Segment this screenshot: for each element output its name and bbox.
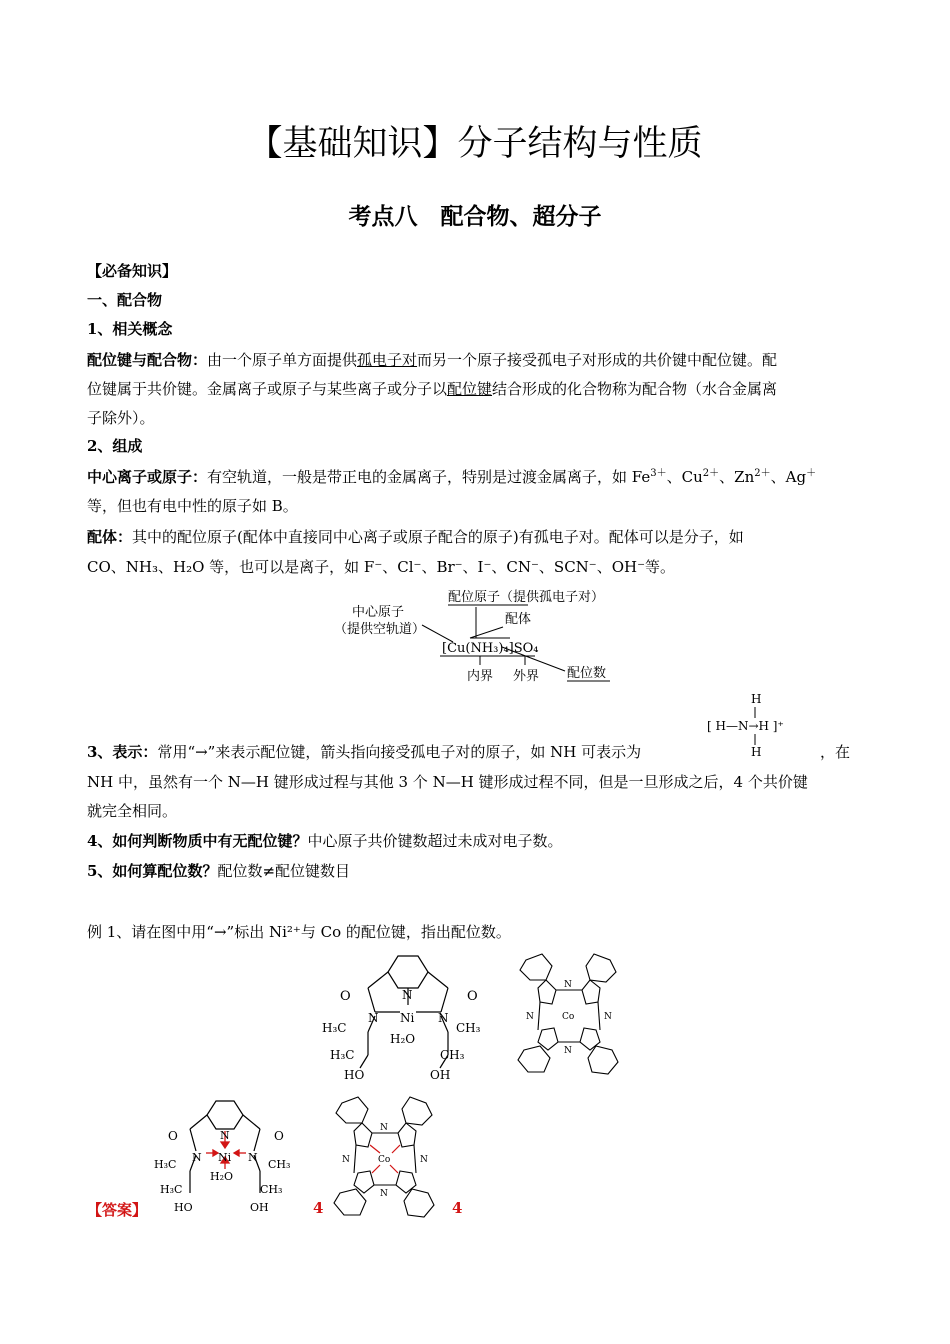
text: 、Ag	[770, 468, 807, 486]
atom-n: N	[342, 1155, 350, 1165]
ammonium-row: [ H—N→H ]⁺	[707, 719, 784, 733]
methyl: H₃C	[330, 1048, 355, 1062]
text: 有空轨道，一般是带正电的金属离子，特别是过渡金属离子，如 Fe	[207, 468, 651, 486]
methyl: H₃C	[154, 1158, 177, 1171]
benzene-ring	[518, 1046, 550, 1072]
benzene-ring	[586, 954, 616, 982]
benzene-ring	[336, 1097, 368, 1123]
bond	[428, 972, 448, 988]
section-heading: 【必备知识】	[87, 262, 178, 280]
coord-arrow	[370, 1145, 380, 1153]
coord-arrow	[372, 1165, 380, 1173]
underlined-term: 孤电子对	[357, 351, 418, 369]
atom-n: N	[526, 1012, 534, 1022]
hydroxyl: HO	[344, 1068, 365, 1082]
paragraph-line	[87, 375, 863, 404]
water-ligand: H₂O	[210, 1170, 234, 1183]
term-label: 中心离子或原子：	[87, 468, 208, 486]
term-label: 5、如何算配位数？	[87, 862, 218, 880]
paragraph-line: 就完全相同。	[87, 802, 178, 820]
bond	[243, 1115, 260, 1129]
atom-o: O	[340, 989, 351, 1004]
atom-n: N	[380, 1189, 388, 1199]
paragraph-central-ion	[87, 463, 863, 492]
label-inner: 内界	[467, 669, 494, 684]
pyrrole-ring	[354, 1123, 372, 1147]
bond	[190, 1129, 196, 1151]
bond	[368, 988, 375, 1012]
pyrrole-ring	[398, 1123, 416, 1147]
benzene-ring	[334, 1189, 366, 1215]
paragraph-line: NH 中，虽然有一个 N—H 键形成过程与其他 3 个 N—H 键形成过程不同，但是一旦形成之后，4 个共价键	[87, 773, 808, 791]
methyl: CH₃	[268, 1158, 291, 1171]
label-coord-number: 配位数	[567, 666, 607, 681]
paragraph-line: 子除外）。	[87, 409, 155, 427]
methyl: H₃C	[322, 1021, 347, 1035]
heading-concepts: 1、相关概念	[87, 320, 173, 338]
h-bottom: H	[751, 745, 762, 759]
pointer-line	[470, 627, 503, 638]
answer-label: 【答案】	[87, 1201, 148, 1219]
atom-co: Co	[562, 1012, 575, 1022]
bond	[190, 1115, 207, 1129]
label-ligand: 配体	[505, 612, 532, 627]
atom-n: N	[220, 1129, 230, 1142]
page-subtitle: 考点八 配合物、超分子	[348, 204, 602, 230]
text: 配位数≠配位键数目	[217, 862, 351, 880]
arrow-head	[234, 1150, 239, 1156]
example-question: 例 1、请在图中用“→”标出 Ni²⁺与 Co 的配位键，指出配位数。	[87, 923, 511, 941]
term-label: 配体：	[87, 528, 133, 546]
atom-n: N	[368, 1011, 379, 1025]
bond	[538, 1002, 540, 1030]
page-title: 【基础知识】分子结构与性质	[247, 124, 703, 164]
ni-complex-answer	[150, 1095, 310, 1220]
pyridine-ring	[207, 1101, 243, 1129]
text: 由一个原子单方面提供	[207, 351, 358, 369]
atom-n: N	[192, 1151, 202, 1164]
bond	[360, 1055, 368, 1068]
bond	[254, 1129, 260, 1151]
charge: 3＋	[650, 468, 667, 479]
text: 而另一个原子接受孤电子对形成的共价键中配位键。配	[417, 351, 778, 369]
answer-co-coordination: 4	[452, 1199, 463, 1217]
charge: 2＋	[702, 468, 720, 479]
methyl: H₃C	[160, 1183, 183, 1196]
pyridine-ring	[388, 956, 428, 988]
bond	[354, 1145, 356, 1173]
hydroxyl: OH	[430, 1068, 451, 1082]
co-phthalocyanine-answer	[328, 1093, 450, 1223]
bond	[414, 1145, 416, 1173]
arrow-head	[221, 1142, 229, 1148]
atom-n: N	[438, 1011, 449, 1025]
charge: ＋	[806, 468, 817, 479]
text: 、Cu	[666, 468, 703, 486]
heading-complexes: 一、配合物	[87, 291, 163, 309]
methyl: CH₃	[440, 1048, 465, 1062]
benzene-ring	[404, 1189, 434, 1217]
paragraph-representation	[87, 738, 707, 767]
complex-structure-diagram	[330, 585, 620, 690]
atom-ni: Ni	[400, 1011, 415, 1025]
term-label: 配位键与配合物：	[87, 351, 208, 369]
benzene-ring	[402, 1097, 432, 1125]
paragraph-ligand	[87, 523, 863, 552]
atom-n: N	[248, 1151, 258, 1164]
co-phthalocyanine-structure	[512, 950, 632, 1080]
hydroxyl: HO	[174, 1201, 193, 1214]
pointer-line	[422, 625, 453, 642]
pyrrole-ring	[582, 980, 600, 1004]
bond	[441, 988, 448, 1012]
atom-n: N	[380, 1123, 388, 1133]
heading-composition: 2、组成	[87, 437, 143, 455]
benzene-ring	[588, 1046, 618, 1074]
text: 中心原子共价键数超过未成对电子数。	[307, 832, 563, 850]
methyl: CH₃	[260, 1183, 283, 1196]
atom-n: N	[402, 988, 413, 1002]
bond	[598, 1002, 600, 1030]
formula: [Cu(NH₃)₄]SO₄	[442, 641, 539, 656]
benzene-ring	[520, 954, 552, 980]
atom-o: O	[168, 1129, 178, 1143]
charge: 2＋	[754, 468, 771, 479]
pyrrole-ring	[538, 980, 556, 1004]
label-center-atom: 中心原子	[352, 605, 405, 620]
atom-n: N	[604, 1012, 612, 1022]
term-label: 3、表示：	[87, 743, 158, 761]
text: 位键属于共价键。金属离子或原子与某些离子或分子以	[87, 380, 448, 398]
label-coord-atom: 配位原子（提供孤电子对）	[448, 590, 605, 605]
atom-co: Co	[378, 1155, 391, 1165]
atom-o: O	[467, 989, 478, 1004]
atom-o: O	[274, 1129, 284, 1143]
coord-arrow	[390, 1165, 398, 1173]
paragraph-line: CO、NH₃、H₂O 等，也可以是离子，如 F⁻、Cl⁻、Br⁻、I⁻、CN⁻、SCN⁻、OH⁻等。	[87, 558, 676, 576]
label-center-note: （提供空轨道）	[334, 622, 426, 637]
atom-n: N	[564, 980, 572, 990]
hydroxyl: OH	[250, 1201, 269, 1214]
text: 常用“→”来表示配位键，箭头指向接受孤电子对的原子，如 NH 可表示为	[157, 743, 642, 761]
answer-ni-coordination: 4	[313, 1199, 324, 1217]
paragraph-line: 等，但也有电中性的原子如 B。	[87, 497, 298, 515]
paragraph-count	[87, 857, 863, 886]
atom-n: N	[420, 1155, 428, 1165]
bond	[368, 972, 388, 988]
underlined-term: 配位键	[447, 380, 493, 398]
methyl: CH₃	[456, 1021, 481, 1035]
paragraph-judge	[87, 827, 863, 856]
text: 其中的配位原子(配体中直接同中心离子或原子配合的原子)有孤电子对。配体可以是分子，如	[132, 528, 744, 546]
atom-n: N	[564, 1046, 572, 1056]
paragraph-coordination-bond	[87, 346, 863, 375]
water-ligand: H₂O	[390, 1032, 416, 1046]
ni-complex-structure	[320, 950, 490, 1085]
text: 结合形成的化合物称为配合物（水合金属离	[492, 380, 778, 398]
h-top: H	[751, 692, 762, 706]
text: 、Zn	[719, 468, 755, 486]
atom-ni: Ni	[218, 1151, 232, 1164]
term-label: 4、如何判断物质中有无配位键？	[87, 832, 308, 850]
paragraph-line: ，在	[820, 743, 851, 761]
label-outer: 外界	[513, 669, 540, 684]
coord-arrow	[392, 1145, 400, 1153]
